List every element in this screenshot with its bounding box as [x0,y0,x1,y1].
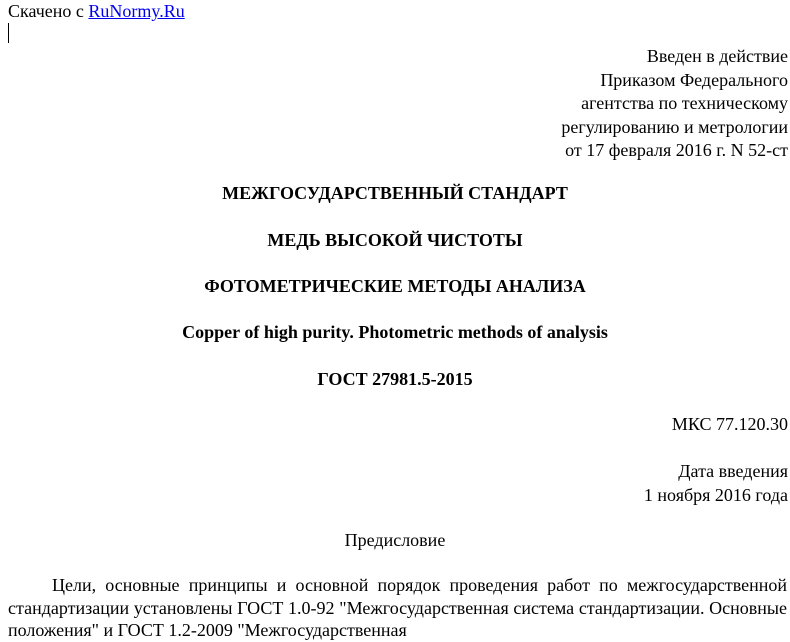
enactment-line: Приказом Федерального [600,69,788,90]
preface-heading: Предисловие [344,530,446,550]
enactment-block [561,45,788,163]
document-subtitle: ФОТОМЕТРИЧЕСКИЕ МЕТОДЫ АНАЛИЗА [204,276,586,296]
download-source-line [8,1,185,21]
introduction-date-block [644,460,788,507]
standard-type-heading: МЕЖГОСУДАРСТВЕННЫЙ СТАНДАРТ [222,183,568,203]
enactment-line: регулированию и метрологии [561,116,788,137]
document-title-english: Copper of high purity. Photometric methods of analysis [182,322,608,342]
document-title: МЕДЬ ВЫСОКОЙ ЧИСТОТЫ [267,230,523,250]
introduction-date-value: 1 ноября 2016 года [643,484,788,505]
gost-number: ГОСТ 27981.5-2015 [317,369,473,389]
text-cursor [8,23,9,43]
introduction-date-label: Дата введения [678,461,788,481]
enactment-line: Введен в действие [646,46,788,66]
preface-paragraph: Цели, основные принципы и основной порядок проведения работ по межгосударственной стандартизации установлены ГОСТ 1.0-92 "Межгосударственная система стандартизации. Основные положения" и ГОСТ 1.2-2009 "Межгосударственная [8,575,787,640]
enactment-line: от 17 февраля 2016 г. N 52-ст [565,140,788,160]
enactment-line: агентства по техническому [581,93,788,113]
download-source-prefix: Скачено с [8,1,84,21]
runormy-link[interactable]: RuNormy.Ru [88,1,185,21]
mks-code: МКС 77.120.30 [671,414,788,434]
